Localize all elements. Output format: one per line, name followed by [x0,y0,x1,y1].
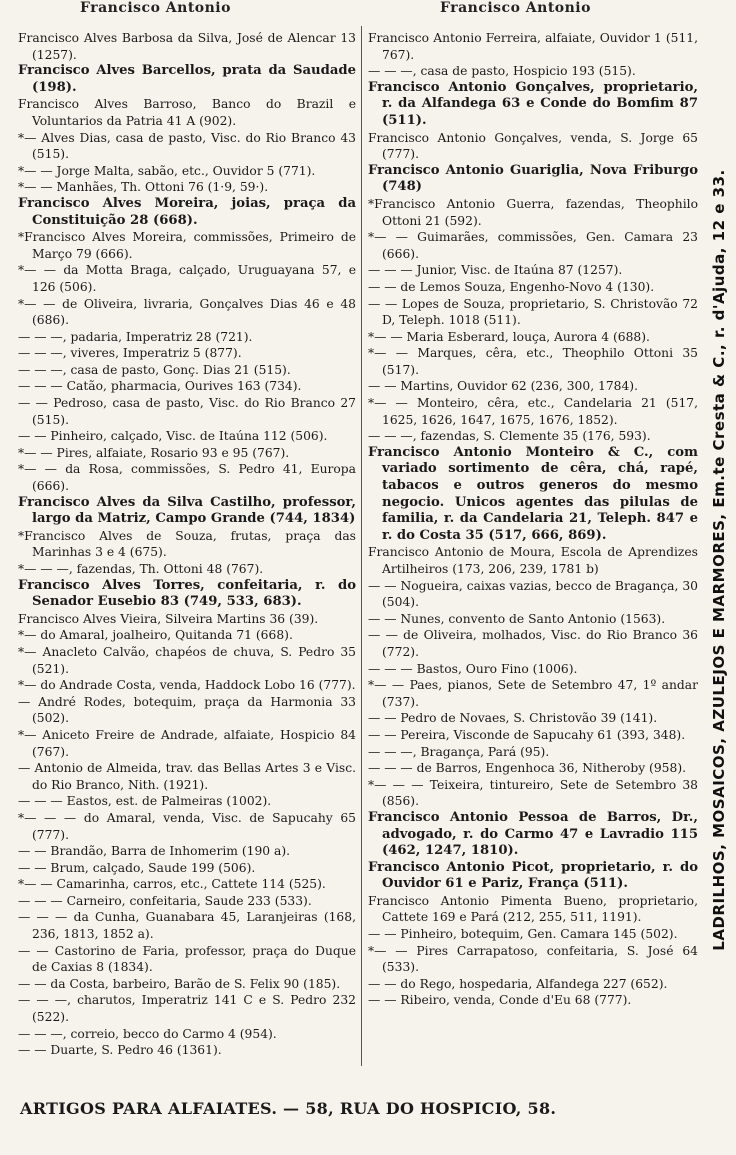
directory-entry: Francisco Antonio Gonçalves, venda, S. Jorge 65 (777). [368,130,698,162]
directory-entry: — — — Junior, Visc. de Itaúna 87 (1257). [368,263,623,278]
directory-entry: Francisco Antonio Pessoa de Barros, Dr., advogado, r. do Carmo 47 e Lavradio 115 (462, 1247, 1810). [368,809,698,859]
directory-entry: — — Duarte, S. Pedro 46 (1361). [18,1043,222,1058]
directory-entry: — — — Eastos, est. de Palmeiras (1002). [18,794,272,809]
directory-entry: — — da Costa, barbeiro, Barão de S. Felix 90 (185). [18,976,341,991]
directory-entry: *— — Pires, alfaiate, Rosario 93 e 95 (767). [18,445,290,460]
footer-advertisement: ARTIGOS PARA ALFAIATES. — 58, RUA DO HOSPICIO, 58. [20,1099,557,1118]
directory-entry: — — Pedro de Novaes, S. Christovão 39 (141). [368,711,658,726]
directory-entry: — Antonio de Almeida, trav. das Bellas Artes 3 e Visc. do Rio Branco, Nith. (1921). [18,761,356,792]
directory-entry: *Francisco Antonio Guerra, fazendas, Theophilo Ottoni 21 (592). [368,196,698,228]
directory-entry: — — — de Barros, Engenhoca 36, Nitheroby (958). [368,761,687,776]
directory-entry: — — —, casa de pasto, Gonç. Dias 21 (515). [18,362,291,377]
directory-entry: *— — de Oliveira, livraria, Gonçalves Dias 46 e 48 (686). [18,296,356,328]
directory-entry: *Francisco Alves Moreira, commissões, Primeiro de Março 79 (666). [18,230,356,261]
side-advertisement [704,20,734,1100]
directory-entry: — — —, correio, becco do Carmo 4 (954). [18,1026,277,1041]
directory-entry: *Francisco Alves de Souza, frutas, praça das Marinhas 3 e 4 (675). [18,528,356,560]
directory-entry: *— — Manhães, Th. Ottoni 76 (1·9, 59·). [18,180,269,195]
directory-entry: Francisco Antonio de Moura, Escola de Aprendizes Artilheiros (173, 206, 239, 1781 b) [368,545,698,576]
directory-entry: — — de Lemos Souza, Engenho-Novo 4 (130). [368,279,655,294]
directory-entry: *— — — Teixeira, tintureiro, Sete de Setembro 38 (856). [368,777,698,809]
side-advertisement-text: LADRILHOS, MOSAICOS, AZULEJOS E MARMORES, Em.te Cresta & C., r. d'Ajuda, 12 e 33. [710,169,728,951]
directory-entry: *— do Amaral, joalheiro, Quitanda 71 (668). [18,628,293,643]
directory-entry: — André Rodes, botequim, praça da Harmonia 33 (502). [18,694,356,726]
directory-entry: — — Lopes de Souza, proprietario, S. Christovão 72 D, Teleph. 1018 (511). [368,296,698,328]
directory-entry: — — Castorino de Faria, professor, praça do Duque de Caxias 8 (1834). [18,943,356,975]
directory-entry: Francisco Antonio Guariglia, Nova Friburgo (748) [368,162,698,195]
running-header-right: Francisco Antonio [440,0,591,16]
directory-entry: — — —, casa de pasto, Hospicio 193 (515). [368,64,636,79]
directory-entry: Francisco Alves Vieira, Silveira Martins 36 (39). [18,611,319,626]
directory-entry: — — Pedroso, casa de pasto, Visc. do Rio Branco 27 (515). [18,396,356,427]
directory-entry: *— — Marques, cêra, etc., Theophilo Ottoni 35 (517). [368,346,698,377]
directory-entry: Francisco Alves Barroso, Banco do Brazil e Voluntarios da Patria 41 A (902). [18,97,356,128]
directory-entry: Francisco Antonio Gonçalves, proprietario, r. da Alfandega 63 e Conde do Bomfim 87 (511). [368,79,698,128]
directory-entry: — — — Bastos, Ouro Fino (1006). [368,661,578,676]
directory-entry: *— — da Motta Braga, calçado, Uruguayana 57, e 126 (506). [18,263,356,294]
directory-entry: Francisco Antonio Pimenta Bueno, proprietario, Cattete 169 e Pará (212, 255, 511, 1191). [368,893,698,925]
directory-entry: — — Pinheiro, calçado, Visc. de Itaúna 112 (506). [18,429,328,444]
directory-entry: *— — Jorge Malta, sabão, etc., Ouvidor 5 (771). [18,163,316,178]
directory-entry: — — Brum, calçado, Saude 199 (506). [18,860,256,875]
directory-entry: *— — Paes, pianos, Sete de Setembro 47, 1º andar (737). [368,678,698,709]
directory-entry: Francisco Alves Barbosa da Silva, José de Alencar 13 (1257). [18,31,356,62]
directory-entry: Francisco Alves Torres, confeitaria, r. do Senador Eusebio 83 (749, 533, 683). [18,577,356,610]
directory-entry: *— Alves Dias, casa de pasto, Visc. do Rio Branco 43 (515). [18,130,356,162]
directory-entry: — — Martins, Ouvidor 62 (236, 300, 1784). [368,379,639,394]
directory-entry: Francisco Alves da Silva Castilho, professor, largo da Matriz, Campo Grande (744, 1834) [18,494,356,527]
directory-entry: *— Aniceto Freire de Andrade, alfaiate, Hospicio 84 (767). [18,727,356,759]
directory-entry: — — —, charutos, Imperatriz 141 C e S. Pedro 232 (522). [18,993,356,1025]
directory-entry: *— — Maria Esberard, louça, Aurora 4 (688). [368,329,650,344]
directory-entry: *— — da Rosa, commissões, S. Pedro 41, Europa (666). [18,462,356,494]
directory-entry: Francisco Antonio Picot, proprietario, r. do Ouvidor 61 e Pariz, França (511). [368,859,698,892]
left-column [18,30,356,1059]
directory-entry: — — de Oliveira, molhados, Visc. do Rio Branco 36 (772). [368,628,698,659]
directory-entry: — — Brandão, Barra de Inhomerim (190 a). [18,844,291,859]
directory-entry: Francisco Alves Moreira, joias, praça da Constituição 28 (668). [18,195,356,228]
directory-entry: Francisco Alves Barcellos, prata da Saudade (198). [18,63,356,95]
directory-entry: *— do Andrade Costa, venda, Haddock Lobo 16 (777). [18,678,356,693]
directory-entry: *— Anacleto Calvão, chapéos de chuva, S. Pedro 35 (521). [18,644,356,676]
directory-entry: *— — Monteiro, cêra, etc., Candelaria 21 (517, 1625, 1626, 1647, 1675, 1676, 1852). [368,396,698,427]
directory-entry: *— — Camarinha, carros, etc., Cattete 114 (525). [18,877,326,892]
column-divider [361,26,362,1066]
directory-entry: — — — Catão, pharmacia, Ourives 163 (734). [18,379,302,394]
directory-entry: — — Nogueira, caixas vazias, becco de Bragança, 30 (504). [368,578,698,610]
right-column [368,30,698,1009]
directory-entry: *— — — do Amaral, venda, Visc. de Sapucahy 65 (777). [18,810,356,842]
directory-entry: — — —, fazendas, S. Clemente 35 (176, 593). [368,429,651,444]
directory-entry: *— — Guimarães, commissões, Gen. Camara 23 (666). [368,230,698,261]
directory-entry: — — Nunes, convento de Santo Antonio (1563). [368,611,666,626]
directory-entry: Francisco Antonio Monteiro & C., com variado sortimento de cêra, chá, rapé, tabacos e outros generos do mesmo negocio. Unicos agentes das pilulas de familia, r. da Candelaria 21, Teleph. 847 e r. do Costa 35 (517, 666, 869). [368,444,698,543]
running-header-left: Francisco Antonio [80,0,231,16]
directory-entry: *— — —, fazendas, Th. Ottoni 48 (767). [18,562,264,576]
directory-entry: — — —, viveres, Imperatriz 5 (877). [18,346,242,361]
directory-entry: — — Pinheiro, botequim, Gen. Camara 145 (502). [368,927,678,942]
directory-entry: — — —, padaria, Imperatriz 28 (721). [18,329,253,344]
directory-entry: — — — da Cunha, Guanabara 45, Laranjeiras (168, 236, 1813, 1852 a). [18,910,356,942]
directory-entry: — — Ribeiro, venda, Conde d'Eu 68 (777). [368,993,632,1008]
directory-entry: *— — Pires Carrapatoso, confeitaria, S. José 64 (533). [368,943,698,975]
directory-entry: — — — Carneiro, confeitaria, Saude 233 (533). [18,893,312,908]
directory-entry: Francisco Antonio Ferreira, alfaiate, Ouvidor 1 (511, 767). [368,31,698,62]
directory-entry: — — —, Bragança, Pará (95). [368,744,550,759]
directory-entry: — — Pereira, Visconde de Sapucahy 61 (393, 348). [368,727,686,742]
directory-entry: — — do Rego, hospedaria, Alfandega 227 (652). [368,976,668,991]
